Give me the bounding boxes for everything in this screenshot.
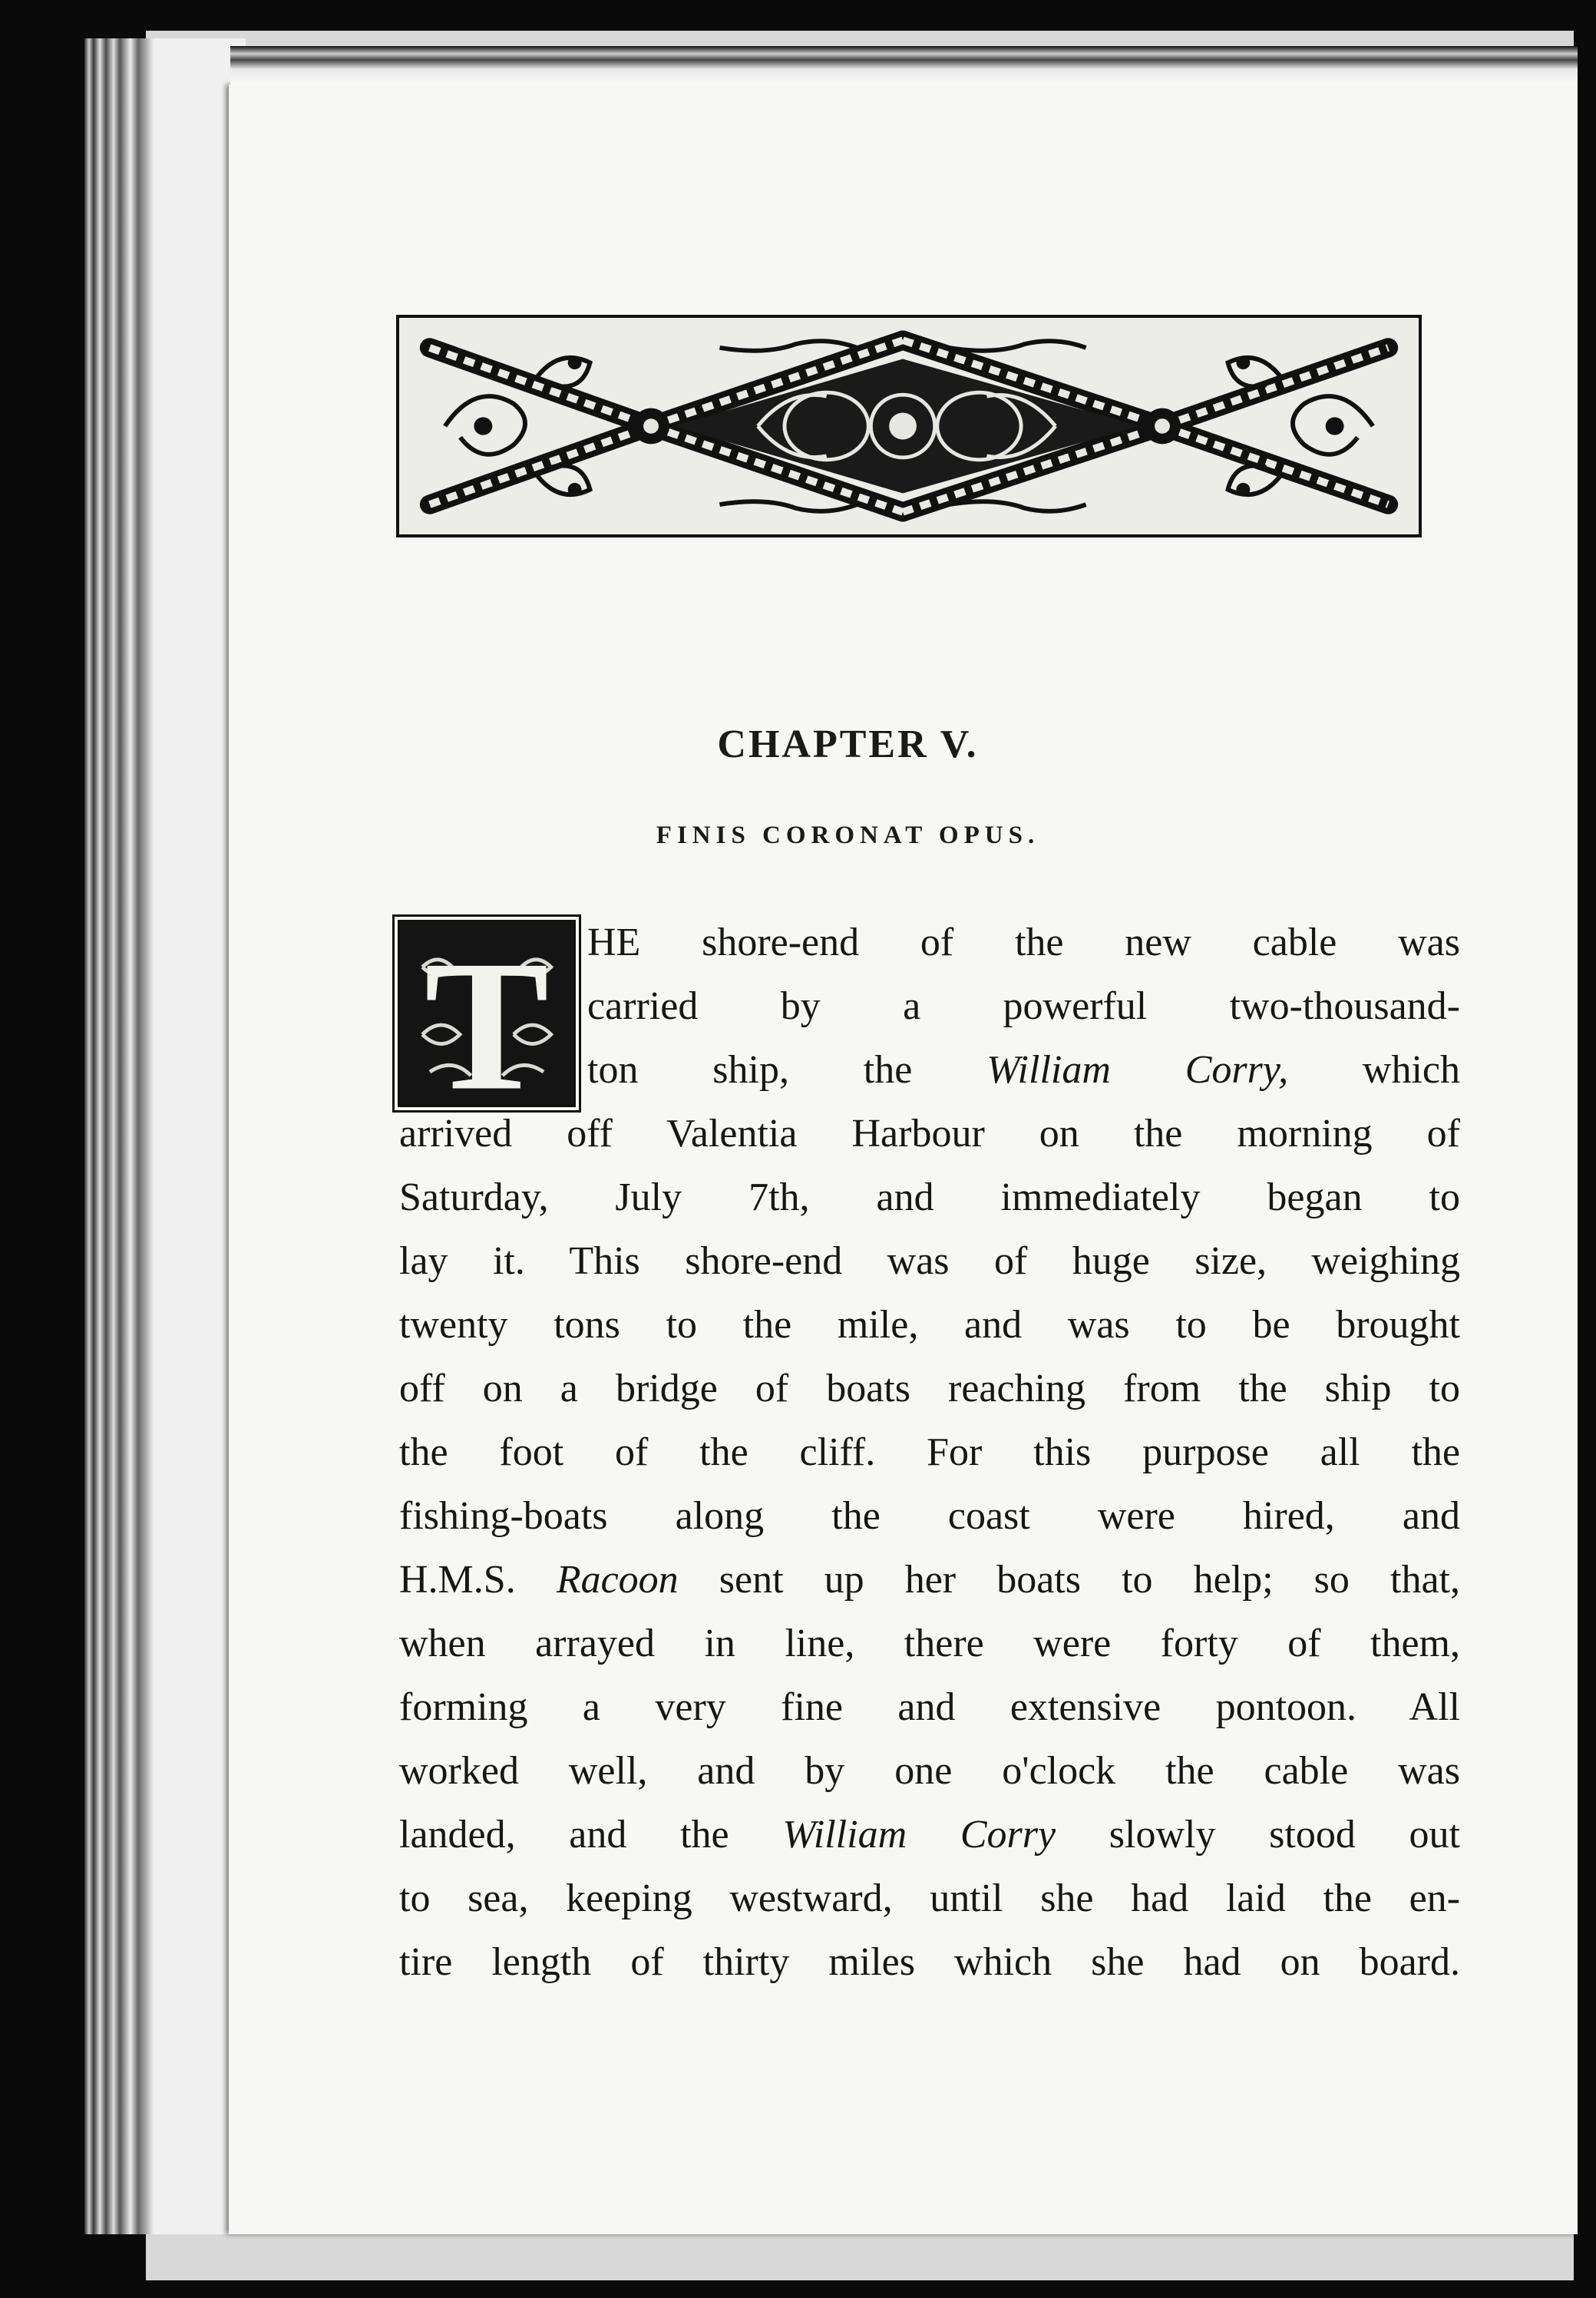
drop-cap bbox=[398, 920, 576, 1107]
body-line bbox=[587, 974, 1460, 1038]
body-text-run: fishing-boats along the coast were hired, and bbox=[399, 1494, 1460, 1538]
body-line bbox=[587, 1038, 1460, 1102]
body-line bbox=[399, 1675, 1460, 1739]
body-text-run: twenty tons to the mile, and was to be brought bbox=[399, 1303, 1460, 1347]
headpiece-ornament-icon bbox=[399, 318, 1419, 534]
body-text-run: H.M.S. bbox=[399, 1558, 557, 1602]
body-text-run: to sea, keeping westward, until she had laid the en- bbox=[399, 1876, 1460, 1920]
body-text-run: carried by a powerful two-thousand- bbox=[587, 984, 1460, 1028]
body-text-run: sent up her boats to help; so that, bbox=[678, 1558, 1460, 1602]
body-line bbox=[399, 1930, 1460, 1994]
italic-text: William Corry bbox=[782, 1813, 1056, 1857]
body-text-run: arrived off Valentia Harbour on the morning of bbox=[399, 1112, 1460, 1156]
chapter-subtitle: FINIS CORONAT OPUS. bbox=[656, 822, 1040, 849]
body-text-run: landed, and the bbox=[399, 1813, 783, 1857]
body-text-run: worked well, and by one o'clock the cable was bbox=[399, 1749, 1460, 1793]
body-line bbox=[399, 1357, 1460, 1420]
italic-text: Racoon bbox=[556, 1558, 679, 1602]
body-line bbox=[399, 1612, 1460, 1675]
italic-text: William Corry, bbox=[986, 1048, 1289, 1092]
page-stack-edge bbox=[84, 38, 246, 2234]
body-text-run: Saturday, July 7th, and immediately began to bbox=[399, 1175, 1460, 1219]
body-line bbox=[399, 1229, 1460, 1293]
body-text-run: slowly stood out bbox=[1056, 1813, 1460, 1857]
body-line bbox=[399, 1166, 1460, 1229]
body-text-run: which bbox=[1288, 1048, 1460, 1092]
body-line bbox=[399, 1548, 1460, 1612]
body-text-run: the foot of the cliff. For this purpose all the bbox=[399, 1430, 1460, 1474]
body-line bbox=[399, 1293, 1460, 1357]
body-text-run: forming a very fine and extensive pontoon. All bbox=[399, 1685, 1460, 1729]
body-text-run: lay it. This shore-end was of huge size, weighing bbox=[399, 1239, 1460, 1283]
body-text-run: HE shore-end of the new cable was bbox=[587, 921, 1460, 964]
body-text-run: tire length of thirty miles which she had on board. bbox=[399, 1940, 1460, 1984]
body-line bbox=[399, 1484, 1460, 1548]
body-line bbox=[399, 1803, 1460, 1867]
body-line bbox=[399, 1102, 1460, 1166]
body-text-run: ton ship, the bbox=[587, 1048, 987, 1092]
ornamental-headpiece bbox=[396, 315, 1422, 537]
drop-cap-ornament-icon bbox=[400, 922, 573, 1105]
body-line bbox=[399, 1420, 1460, 1484]
page-top-edge bbox=[230, 46, 1581, 84]
chapter-title: CHAPTER V. bbox=[717, 722, 979, 766]
body-text-run: off on a bridge of boats reaching from the ship to bbox=[399, 1367, 1460, 1410]
scan-background-right bbox=[1578, 0, 1596, 2298]
body-line bbox=[399, 1739, 1460, 1803]
drop-cap-letter: T bbox=[424, 922, 550, 1105]
body-line bbox=[399, 1867, 1460, 1930]
body-text-run: when arrayed in line, there were forty of them, bbox=[399, 1622, 1460, 1665]
body-line bbox=[587, 911, 1460, 974]
